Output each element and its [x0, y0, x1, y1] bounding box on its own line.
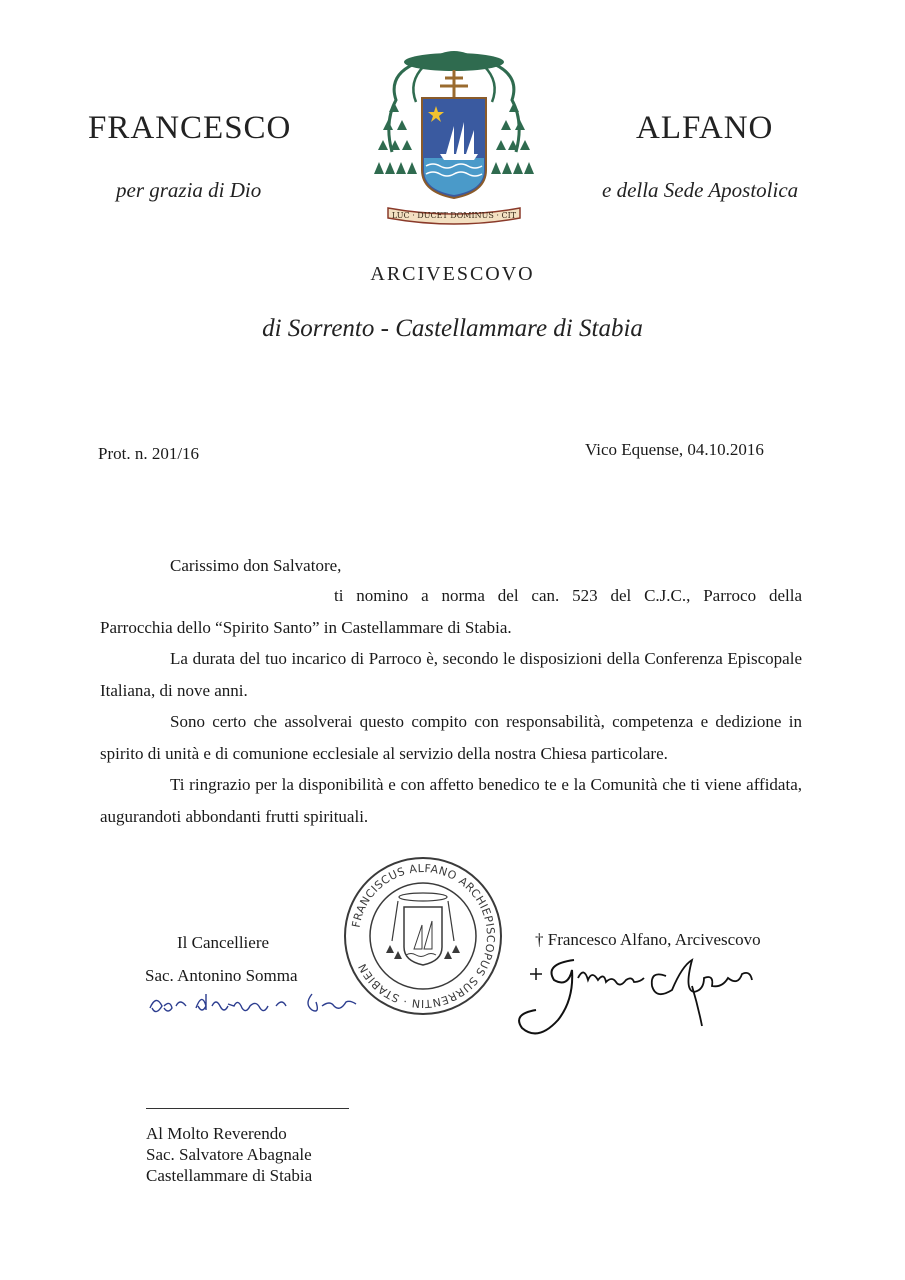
official-seal-icon — [342, 855, 504, 1017]
recipient-line-1: Al Molto Reverendo — [146, 1124, 287, 1143]
header-first-name: FRANCESCO — [88, 110, 292, 146]
recipient-divider — [146, 1108, 349, 1109]
chancellor-name: Sac. Antonino Somma — [145, 966, 298, 985]
protocol-number: Prot. n. 201/16 — [98, 444, 200, 463]
paragraph-2: La durata del tuo incarico di Parroco è, secondo le disposizioni della Conferenza Episcopale Italiana, di nove anni. — [100, 649, 802, 700]
svg-text:LUC · DUCET DOMINUS · CIT: LUC · DUCET DOMINUS · CIT — [391, 211, 517, 220]
place-date: Vico Equense, 04.10.2016 — [585, 440, 764, 459]
title-arcivescovo: ARCIVESCOVO — [370, 263, 535, 285]
recipient-line-3: Castellammare di Stabia — [146, 1166, 313, 1185]
header-last-name: ALFANO — [636, 110, 774, 146]
salutation: Carissimo don Salvatore, — [170, 556, 342, 575]
paragraph-4: Ti ringrazio per la disponibilità e con affetto benedico te e la Comunità che ti viene affidata, augurandoti abbondanti frutti spirituali. — [100, 775, 802, 826]
paragraph-1-line-2: Parrocchia dello “Spirito Santo” in Castellammare di Stabia. — [100, 617, 512, 637]
svg-text:FRANCISCUS ALFANO ARCHIEPISCOP: FRANCISCUS ALFANO ARCHIEPISCOPUS SURRENTIN · STABIEN — [349, 861, 498, 1011]
coat-of-arms-icon — [374, 42, 534, 228]
archbishop-signature — [516, 946, 766, 1041]
recipient-line-2: Sac. Salvatore Abagnale — [146, 1145, 312, 1164]
header-right-motto: e della Sede Apostolica — [602, 178, 799, 202]
body-text — [100, 580, 802, 832]
archbishop-line: † Francesco Alfano, Arcivescovo — [535, 930, 761, 949]
chancellor-role: Il Cancelliere — [177, 933, 270, 952]
paragraph-1-line-1: ti nomino a norma del can. 523 del C.J.C., Parroco della — [334, 586, 802, 605]
see-subtitle: di Sorrento - Castellammare di Stabia — [262, 315, 643, 342]
chancellor-signature — [146, 984, 366, 1024]
paragraph-3: Sono certo che assolverai questo compito con responsabilità, competenza e dedizione in spirito di unità e di comunione ecclesiale al servizio della nostra Chiesa particolare. — [100, 712, 802, 763]
header-left-motto: per grazia di Dio — [116, 178, 262, 202]
